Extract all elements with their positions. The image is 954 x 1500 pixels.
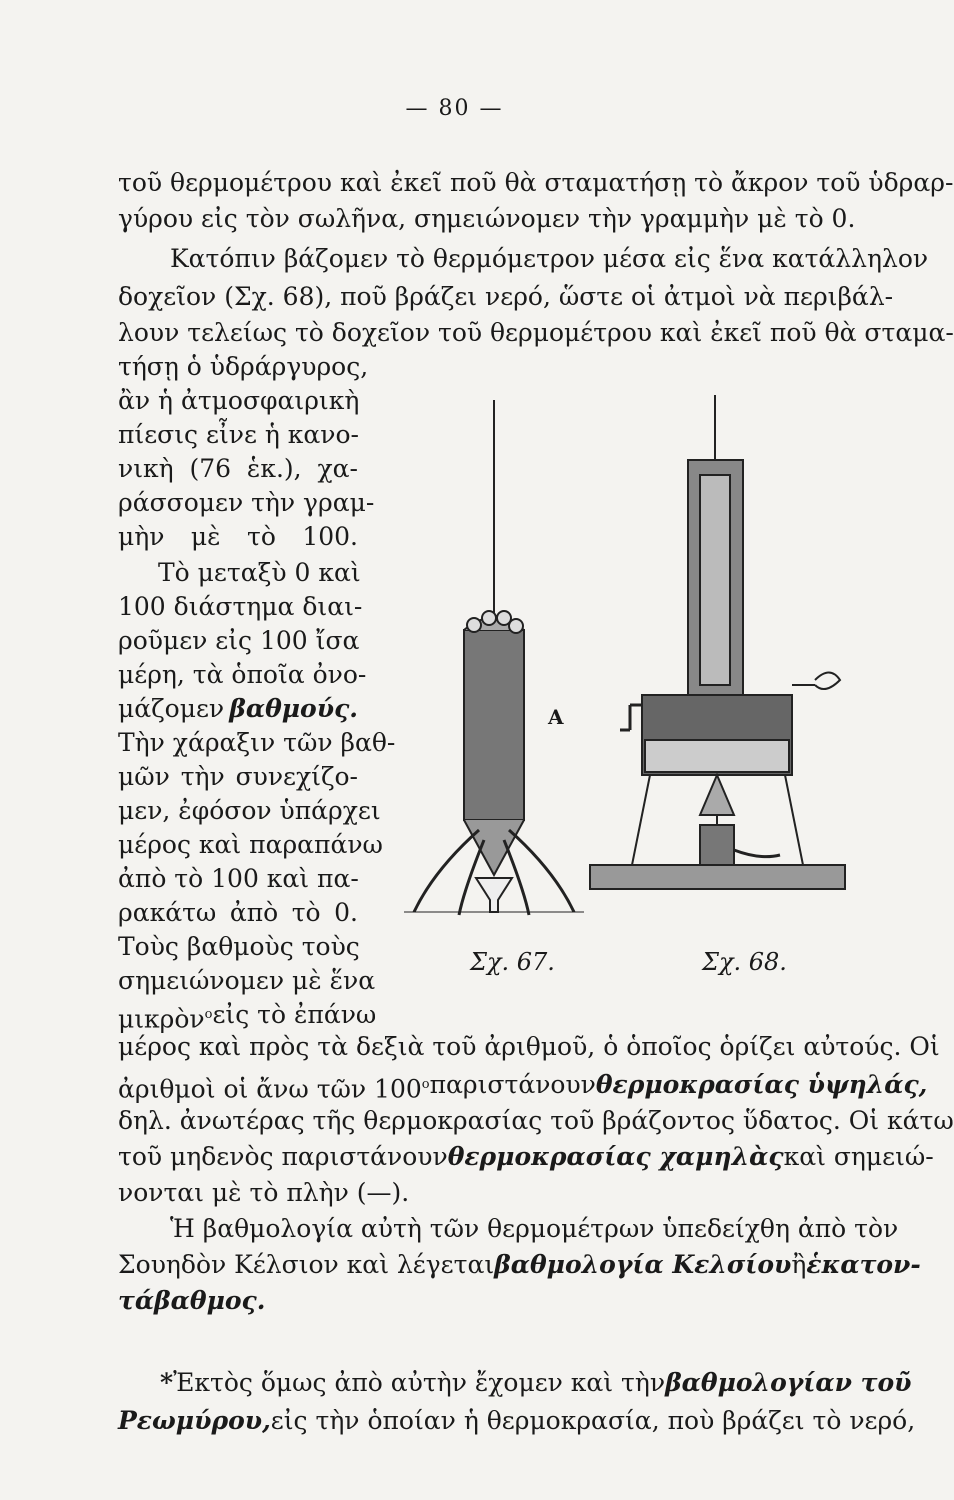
page-number: — 80 —	[405, 96, 504, 121]
text-span	[118, 1070, 430, 1104]
text-line: Τὴν χάραξιν τῶν βαθ-	[118, 728, 396, 757]
text-line: μεν, ἐφόσον ὑπάρχει	[118, 796, 381, 825]
text-span: εἰς τὴν ὁποίαν ἡ θερμοκρασία, ποὺ βράζει τὸ νερό,	[270, 1406, 916, 1435]
figure-67-label: A	[548, 705, 564, 729]
figure-67-thermometer-ice	[404, 400, 584, 920]
term-tavathmos: τάβαθμος.	[118, 1286, 266, 1315]
text-line: ἂν ἡ ἀτμοσφαιρικὴ	[118, 386, 360, 415]
term-vathmous: βαθμούς.	[229, 694, 358, 723]
text-line	[118, 1406, 916, 1436]
figure-67-caption: Σχ. 67.	[470, 948, 555, 976]
text-line: δοχεῖον (Σχ. 68), ποῦ βράζει νερό, ὥστε οἱ ἀτμοὶ νὰ περιβάλ-	[118, 282, 894, 311]
text-span	[160, 1368, 665, 1398]
text-line: ροῦμεν εἰς 100 ἴσα	[118, 626, 360, 655]
text-line: νικὴ (76 ἑκ.), χα-	[118, 454, 358, 483]
text-span: μάζομεν	[118, 694, 225, 723]
text-line: λουν τελείως τὸ δοχεῖον τοῦ θερμομέτρου καὶ ἐκεῖ ποῦ θὰ σταμα-	[118, 318, 954, 347]
text-line: Τὸ μεταξὺ 0 καὶ	[158, 558, 361, 587]
text-span: μικρὸν	[118, 1004, 205, 1034]
term-thermo-high: θερμοκρασίας ὑψηλάς,	[595, 1070, 928, 1099]
text-line	[118, 1142, 934, 1172]
text-line	[118, 1250, 921, 1280]
text-line: πίεσις εἶνε ἡ κανο-	[118, 420, 359, 449]
text-line	[118, 1070, 928, 1104]
text-line: δηλ. ἀνωτέρας τῆς θερμοκρασίας τοῦ βράζοντος ὕδατος. Οἱ κάτω	[118, 1106, 954, 1135]
text-span: καὶ σημειώ-	[783, 1142, 934, 1171]
text-line: ράσσομεν τὴν γραμ-	[118, 488, 375, 517]
text-line: τήσῃ ὁ ὑδράργυρος,	[118, 352, 369, 381]
term-thermo-low: θερμοκρασίας χαμηλὰς	[447, 1142, 784, 1171]
term-reaumur: βαθμολογίαν τοῦ	[665, 1368, 912, 1397]
text-span: ἀριθμοὶ οἱ ἄνω τῶν 100	[118, 1074, 422, 1104]
text-line: Τοὺς βαθμοὺς τοὺς	[118, 932, 360, 961]
text-line: σημειώνομεν μὲ ἕνα	[118, 966, 376, 995]
text-span: Σουηδὸν Κέλσιον καὶ λέγεται	[118, 1250, 495, 1279]
text-line: 100 διάστημα διαι-	[118, 592, 363, 621]
text-line: Κατόπιν βάζομεν τὸ θερμόμετρον μέσα εἰς ἕνα κατάλληλον	[170, 244, 929, 273]
text-line: γύρου εἰς τὸν σωλῆνα, σημειώνομεν τὴν γραμμὴν μὲ τὸ 0.	[118, 204, 856, 233]
text-line: μέρη, τὰ ὁποῖα ὀνο-	[118, 660, 367, 689]
footnote-star: *	[160, 1368, 174, 1397]
text-line	[118, 694, 358, 724]
text-span: Ἐκτὸς ὅμως ἀπὸ αὐτὴν ἔχομεν καὶ τὴν	[173, 1368, 666, 1397]
text-line: μὴν μὲ τὸ 100.	[118, 522, 358, 551]
text-line: ρακάτω ἀπὸ τὸ 0.	[118, 898, 358, 927]
text-line: μέρος καὶ παραπάνω	[118, 830, 383, 859]
term-celsius: βαθμολογία Κελσίου	[494, 1250, 792, 1279]
text-line	[160, 1368, 912, 1398]
text-line: Ἡ βαθμολογία αὐτὴ τῶν θερμομέτρων ὑπεδείχθη ἀπὸ τὸν	[170, 1214, 899, 1243]
text-span: παριστάνουν	[429, 1070, 596, 1099]
degree-mark: o	[421, 1077, 430, 1092]
text-span	[118, 1000, 212, 1034]
text-line: μέρος καὶ πρὸς τὰ δεξιὰ τοῦ ἀριθμοῦ, ὁ ὁποῖος ὁρίζει αὐτούς. Οἱ	[118, 1032, 940, 1061]
text-line: νονται μὲ τὸ πλὴν (—).	[118, 1178, 410, 1207]
text-line: μῶν τὴν συνεχίζο-	[118, 762, 358, 791]
text-span: εἰς τὸ ἐπάνω	[212, 1000, 377, 1029]
ice-cylinder	[464, 630, 524, 820]
term-reaumur-name: Ρεωμύρου,	[118, 1406, 271, 1435]
term-ekaton: ἑκατον-	[806, 1250, 921, 1279]
figure-68-caption: Σχ. 68.	[702, 948, 787, 976]
text-span: τοῦ μηδενὸς παριστάνουν	[118, 1142, 448, 1171]
text-line: ἀπὸ τὸ 100 καὶ πα-	[118, 864, 359, 893]
text-line: τοῦ θερμομέτρου καὶ ἐκεῖ ποῦ θὰ σταματήσῃ τὸ ἄκρον τοῦ ὑδραρ-	[118, 168, 954, 197]
text-line	[118, 1000, 377, 1034]
figure-68-steam-apparatus	[590, 395, 850, 895]
degree-mark: o	[204, 1007, 213, 1022]
text-span: ἢ	[791, 1250, 807, 1279]
